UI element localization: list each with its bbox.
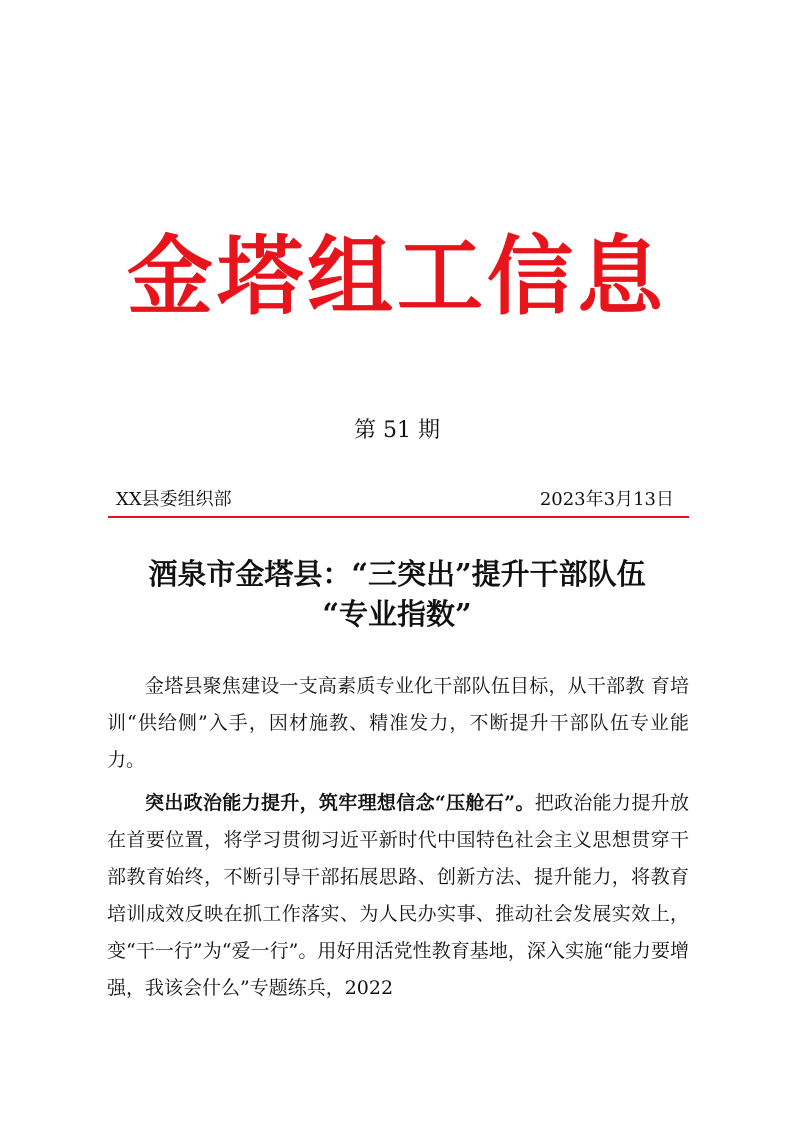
divider-rule [108,516,689,518]
paragraph-intro: 金塔县聚焦建设一支高素质专业化干部队伍目标，从干部教 育培训“供给侧”入手，因材施教、精准发力，不断提升干部队伍专业能力。 [107,675,689,771]
article-title [0,554,794,634]
issue-number: 第 51 期 [354,418,440,443]
article-title-line2: “专业指数” [322,597,472,631]
publisher: XX县委组织部 [116,489,232,510]
article-title-line1: 酒泉市金塔县：“三突出”提升干部队伍 [148,557,646,591]
paragraph-lead: 突出政治能力提升，筑牢理想信念“压舱石”。 [145,792,535,814]
paragraph-political [107,785,689,1007]
article-body [107,668,689,1013]
masthead-title: 金塔组工信息 [127,227,667,327]
paragraph-text: 把政治能力提升放在首要位置，将学习贯彻习近平新时代中国特色社会主义思想贯穿干部教育始终，不断引导干部拓展思路、创新方法、提升能力，将教育培训成效反映在抓工作落实、为人民办实事、推动社会发展实效上，变“干一行”为“爱一行”。用好用活党性教育基地，深入实施“能力要增强，我该会什么”专题练兵，2022 [107,792,689,999]
meta-row [108,486,686,514]
publish-date: 2023年3月13日 [539,489,674,510]
